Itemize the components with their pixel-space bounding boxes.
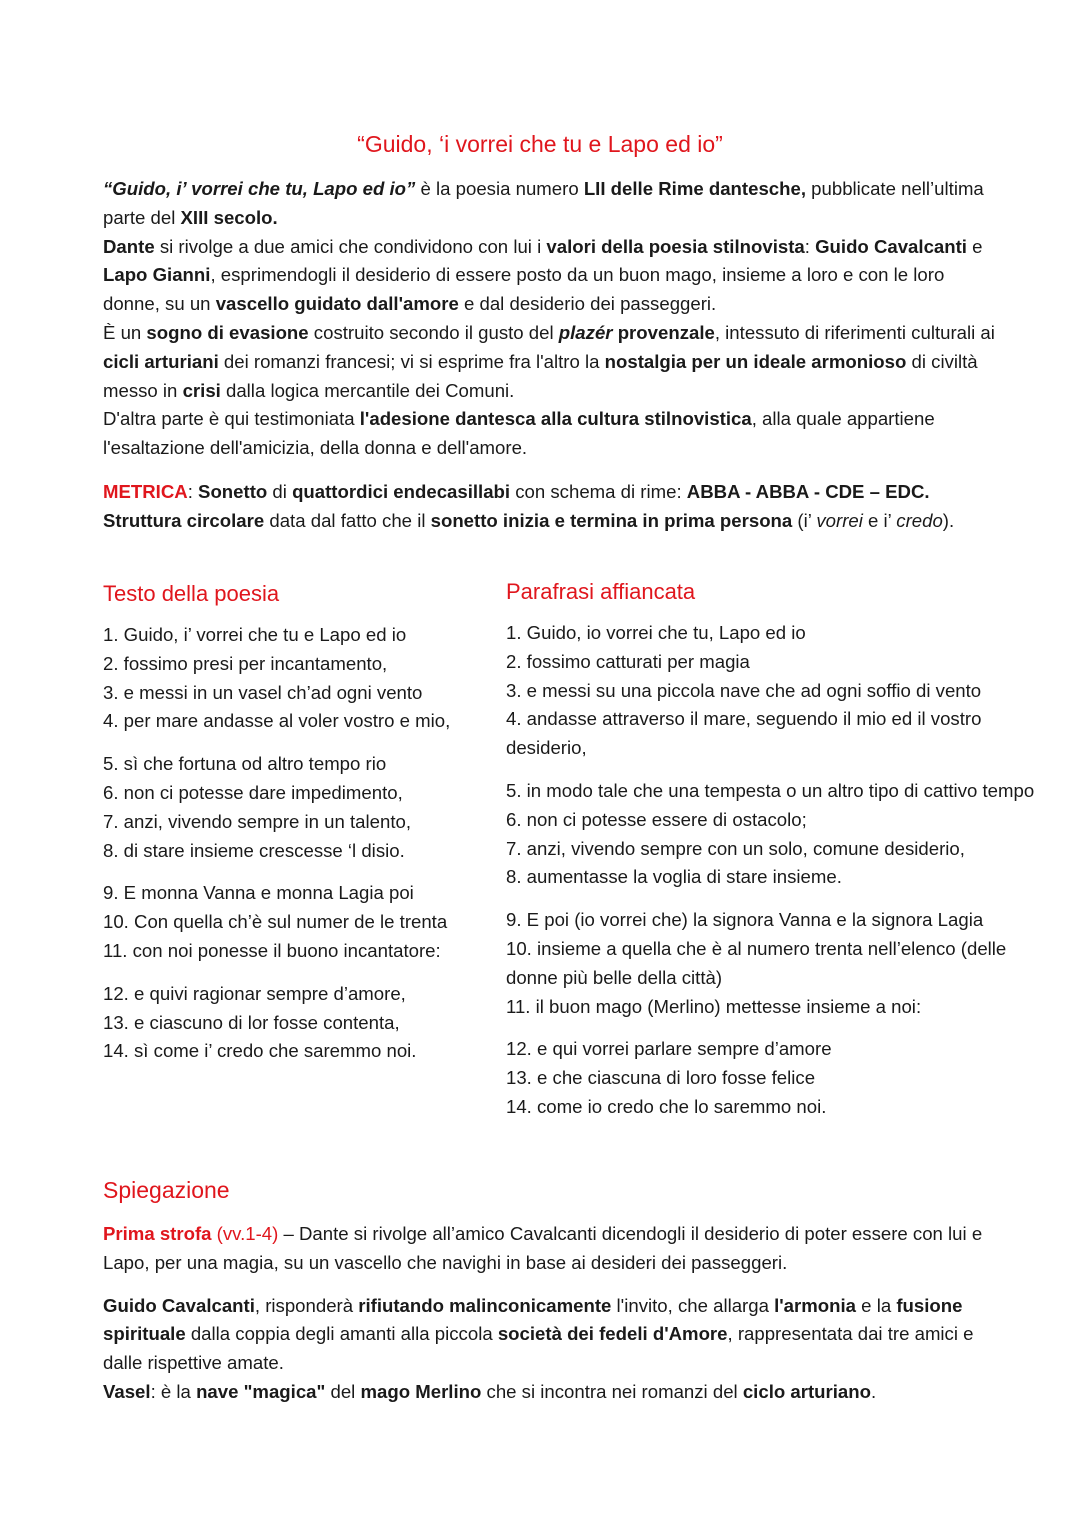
verse-line: 11. con noi ponesse il buono incantatore:	[103, 939, 441, 961]
metrica-line-2	[103, 507, 1003, 536]
poem-stanzas	[103, 621, 493, 1066]
text: costruito secondo il gusto del	[308, 321, 559, 343]
text: .	[870, 1380, 877, 1402]
verse-line: 11. il buon mago (Merlino) mettesse insieme a noi:	[506, 995, 922, 1017]
stanza	[506, 1035, 1051, 1121]
text: , rappresentata dai tre amici e dalle rispettive amate.	[103, 1323, 974, 1374]
verse-line: 7. anzi, vivendo sempre con un solo, comune desiderio,	[506, 837, 965, 859]
text: e i’	[862, 509, 897, 531]
text: dalla logica mercantile dei Comuni.	[220, 379, 515, 401]
verse-line: 2. fossimo presi per incantamento,	[103, 652, 388, 674]
poem-column	[103, 579, 493, 1080]
emphasis: rifiutando malinconicamente	[358, 1294, 612, 1316]
stanza	[103, 750, 493, 865]
emphasis: XIII secolo.	[180, 206, 278, 228]
metrica-line-1	[103, 478, 1003, 507]
emphasis: vascello guidato dall'amore	[215, 293, 459, 315]
parafrasi-column	[506, 577, 1051, 1136]
spiegazione-paragraph-2	[103, 1292, 1003, 1378]
text: e la	[856, 1294, 897, 1316]
emphasis: valori della poesia stilnovista	[546, 235, 805, 257]
strophe-label: Prima strofa	[103, 1223, 212, 1244]
stanza	[103, 621, 493, 736]
emphasis: LII delle Rime dantesche,	[583, 178, 806, 199]
spiegazione-paragraph-1	[103, 1220, 1003, 1278]
parafrasi-stanzas	[506, 619, 1051, 1122]
emphasis: l'adesione dantesca alla cultura stilnovistica	[359, 408, 752, 430]
verse-line: 4. andasse attraverso il mare, seguendo il mio ed il vostro desiderio,	[506, 708, 982, 759]
page-title: “Guido, ‘i vorrei che tu e Lapo ed io”	[357, 131, 723, 157]
metrica-section	[103, 478, 1003, 536]
stanza	[506, 777, 1051, 892]
stanza	[103, 879, 493, 965]
verse-line: 9. E poi (io vorrei che) la signora Vanna e la signora Lagia	[506, 909, 984, 931]
italic-word: credo	[896, 509, 943, 531]
emphasis: cicli arturiani	[103, 350, 219, 372]
text: con schema di rime:	[510, 481, 687, 502]
intro-paragraph-4	[103, 405, 1003, 463]
verse-line: 5. in modo tale che una tempesta o un altro tipo di cattivo tempo	[506, 779, 1035, 801]
metrica-label: METRICA	[103, 481, 188, 502]
verse-line: 6. non ci potesse essere di ostacolo;	[506, 808, 807, 830]
verse-line: 14. sì come i’ credo che saremmo noi.	[103, 1040, 417, 1062]
intro-paragraph-3	[103, 319, 1003, 405]
text: – Dante si rivolge all’amico Cavalcanti dicendogli il desiderio di poter essere con lui e Lapo, per una magia, su un vascello che navighi in base ai desideri dei passeggeri.	[103, 1223, 983, 1273]
emphasis: ciclo arturiano	[742, 1380, 871, 1402]
emphasis: fusione spirituale	[103, 1294, 963, 1345]
emphasis: sogno di evasione	[146, 321, 309, 343]
text: e dal desiderio dei passeggeri.	[458, 293, 717, 315]
spiegazione-paragraph-3	[103, 1378, 1003, 1407]
text: (i’	[792, 509, 817, 531]
text: pubblicate nell’ultima parte del	[103, 178, 984, 228]
text: D'altra parte è qui testimoniata	[103, 408, 360, 430]
spiegazione-section	[103, 1220, 1003, 1407]
rhyme-scheme: ABBA - ABBA - CDE – EDC.	[686, 481, 930, 502]
text: , risponderà	[254, 1294, 359, 1316]
verse-line: 1. Guido, io vorrei che tu, Lapo ed io	[506, 622, 806, 643]
verse-line: 12. e qui vorrei parlare sempre d’amore	[506, 1038, 832, 1060]
emphasis: l'armonia	[774, 1294, 857, 1316]
intro-paragraph-2	[103, 233, 1003, 319]
emphasis: società dei fedeli d'Amore	[497, 1323, 728, 1345]
stanza	[103, 980, 493, 1066]
emphasis: Guido Cavalcanti	[103, 1294, 255, 1316]
text: e	[966, 235, 983, 257]
text: , esprimendogli il desiderio di essere posto da un buon mago, insieme a loro e con le loro donne, su un	[103, 264, 945, 315]
stanza	[506, 619, 1051, 763]
poem-heading: Testo della poesia	[103, 581, 280, 606]
verse-line: 9. E monna Vanna e monna Lagia poi	[103, 882, 414, 904]
spiegazione-heading: Spiegazione	[103, 1177, 230, 1203]
verse-line: 8. aumentasse la voglia di stare insieme.	[506, 866, 842, 888]
verse-line: 10. insieme a quella che è al numero trenta nell’elenco (delle donne più belle della città)	[506, 937, 1007, 988]
verse-line: 3. e messi su una piccola nave che ad ogni soffio di vento	[506, 679, 982, 701]
text: di civiltà messo in	[103, 350, 978, 401]
intro-paragraph-1	[103, 175, 1003, 233]
verse-line: 13. e ciascuno di lor fosse contenta,	[103, 1011, 400, 1033]
parafrasi-heading: Parafrasi affiancata	[506, 579, 696, 604]
text: l'invito, che allarga	[611, 1294, 775, 1316]
emphasis: Dante	[103, 235, 155, 257]
poem-title-ref: “Guido, i’ vorrei che tu, Lapo ed io”	[103, 178, 416, 199]
verse-line: 3. e messi in un vasel ch’ad ogni vento	[103, 681, 423, 703]
text: dei romanzi francesi; vi si esprime fra l'altro la	[218, 350, 605, 372]
emphasis: quattordici endecasillabi	[292, 481, 511, 502]
verse-line: 5. sì che fortuna od altro tempo rio	[103, 753, 387, 775]
text: che si incontra nei romanzi del	[481, 1380, 743, 1402]
verse-range: (vv.1-4)	[211, 1223, 279, 1244]
verse-line: 14. come io credo che lo saremmo noi.	[506, 1095, 827, 1117]
italic-word: vorrei	[816, 509, 863, 531]
emphasis: Struttura circolare	[103, 509, 265, 531]
text: , alla quale appartiene l'esaltazione dell'amicizia, della donna e dell'amore.	[103, 408, 935, 459]
emphasis: Sonetto	[198, 481, 268, 502]
emphasis: nave "magica"	[196, 1380, 326, 1402]
text: :	[187, 481, 199, 502]
verse-line: 13. e che ciascuna di loro fosse felice	[506, 1067, 816, 1089]
text: È un	[103, 321, 147, 343]
emphasis: sonetto inizia e termina in prima persona	[430, 509, 793, 531]
text: :	[804, 235, 816, 257]
verse-line: 1. Guido, i’ vorrei che tu e Lapo ed io	[103, 624, 407, 645]
emphasis: provenzale	[612, 321, 715, 343]
verse-line: 6. non ci potesse dare impedimento,	[103, 781, 403, 803]
emphasis: nostalgia per un ideale armonioso	[604, 350, 907, 372]
verse-line: 7. anzi, vivendo sempre in un talento,	[103, 810, 412, 832]
text: : è la	[150, 1380, 197, 1402]
verse-line: 10. Con quella ch’è sul numer de le trenta	[103, 911, 448, 933]
text: di	[267, 481, 293, 502]
emphasis: Lapo Gianni	[103, 264, 211, 286]
verse-line: 12. e quivi ragionar sempre d’amore,	[103, 982, 406, 1004]
verse-line: 2. fossimo catturati per magia	[506, 650, 750, 672]
text: è la poesia numero	[415, 178, 584, 199]
text: , intessuto di riferimenti culturali ai	[714, 321, 995, 343]
text: ).	[942, 509, 955, 531]
emphasis: mago Merlino	[360, 1380, 482, 1402]
verse-line: 8. di stare insieme crescesse ‘l disio.	[103, 839, 405, 861]
emphasis: Vasel	[103, 1380, 151, 1402]
text: data dal fatto che il	[264, 509, 431, 531]
emphasis: plazér	[558, 321, 613, 343]
text: si rivolge a due amici che condividono con lui i	[154, 235, 547, 257]
text: dalla coppia degli amanti alla piccola	[185, 1323, 498, 1345]
verse-line: 4. per mare andasse al voler vostro e mio,	[103, 710, 451, 732]
intro-section	[103, 175, 1003, 463]
emphasis: crisi	[182, 379, 221, 401]
emphasis: Guido Cavalcanti	[815, 235, 967, 257]
text: del	[325, 1380, 361, 1402]
stanza	[506, 906, 1051, 1021]
